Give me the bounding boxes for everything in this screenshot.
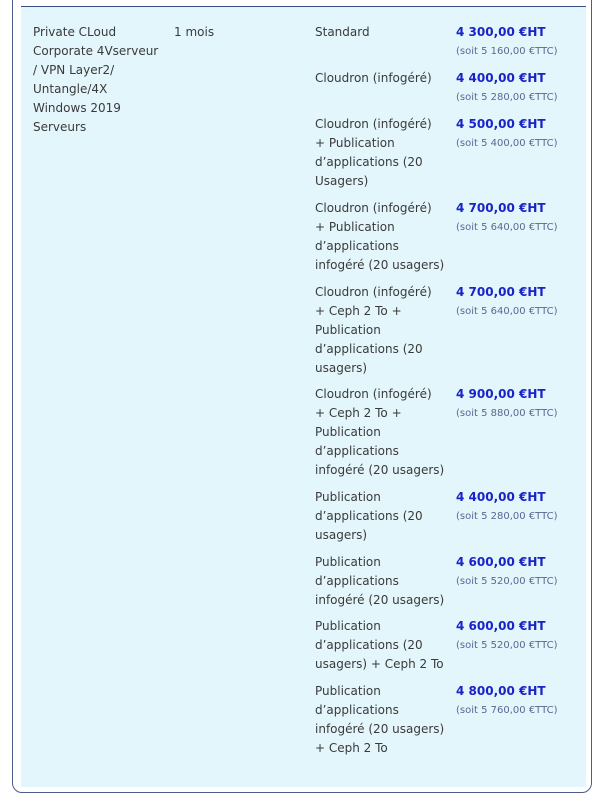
price-ht: 4 900,00 €HT <box>456 387 546 401</box>
price-cell <box>456 23 586 62</box>
price-ttc: (soit 5 280,00 €TTC) <box>456 92 558 103</box>
option-label: Cloudron (infogéré) <box>315 71 432 85</box>
price-ttc: (soit 5 280,00 €TTC) <box>456 511 558 522</box>
price-cell <box>456 69 586 108</box>
price-ttc: (soit 5 880,00 €TTC) <box>456 408 558 419</box>
price-ttc: (soit 5 640,00 €TTC) <box>456 222 558 233</box>
option-label: Publication d’applications infogéré (20 usagers) <box>315 555 445 607</box>
price-ttc: (soit 5 760,00 €TTC) <box>456 705 558 716</box>
option-label: Cloudron (infogéré) + Ceph 2 To + Publication d’applications infogéré (20 usagers) <box>315 387 445 477</box>
price-ttc: (soit 5 640,00 €TTC) <box>456 306 558 317</box>
option-label: Publication d’applications (20 usagers) <box>315 490 423 542</box>
price-ht: 4 600,00 €HT <box>456 619 546 633</box>
price-ht: 4 600,00 €HT <box>456 555 546 569</box>
price-cell <box>456 115 586 154</box>
price-cell <box>456 283 586 322</box>
price-cell <box>456 617 586 656</box>
option-label: Cloudron (infogéré) + Publication d’applications (20 Usagers) <box>315 117 432 188</box>
price-ttc: (soit 5 400,00 €TTC) <box>456 138 558 149</box>
price-ht: 4 700,00 €HT <box>456 201 546 215</box>
price-cell <box>456 385 586 424</box>
option-label: Cloudron (infogéré) + Ceph 2 To + Publication d’applications (20 usagers) <box>315 285 432 375</box>
product-name: Private CLoud Corporate 4Vserveur / VPN Layer2/ Untangle/4X Windows 2019 Serveurs <box>33 25 159 134</box>
option-label: Publication d’applications infogéré (20 usagers) + Ceph 2 To <box>315 684 445 755</box>
price-ht: 4 700,00 €HT <box>456 285 546 299</box>
price-cell <box>456 488 586 527</box>
price-ht: 4 400,00 €HT <box>456 71 546 85</box>
price-ttc: (soit 5 520,00 €TTC) <box>456 576 558 587</box>
price-ttc: (soit 5 520,00 €TTC) <box>456 640 558 651</box>
option-label: Cloudron (infogéré) + Publication d’applications infogéré (20 usagers) <box>315 201 445 272</box>
duration: 1 mois <box>174 25 215 39</box>
price-ht: 4 500,00 €HT <box>456 117 546 131</box>
price-cell <box>456 553 586 592</box>
price-ttc: (soit 5 160,00 €TTC) <box>456 46 558 57</box>
option-label: Publication d’applications (20 usagers) + Ceph 2 To <box>315 619 444 671</box>
option-label: Standard <box>315 25 370 39</box>
price-ht: 4 800,00 €HT <box>456 684 546 698</box>
price-ht: 4 400,00 €HT <box>456 490 546 504</box>
price-cell <box>456 199 586 238</box>
price-ht: 4 300,00 €HT <box>456 25 546 39</box>
price-cell <box>456 682 586 721</box>
